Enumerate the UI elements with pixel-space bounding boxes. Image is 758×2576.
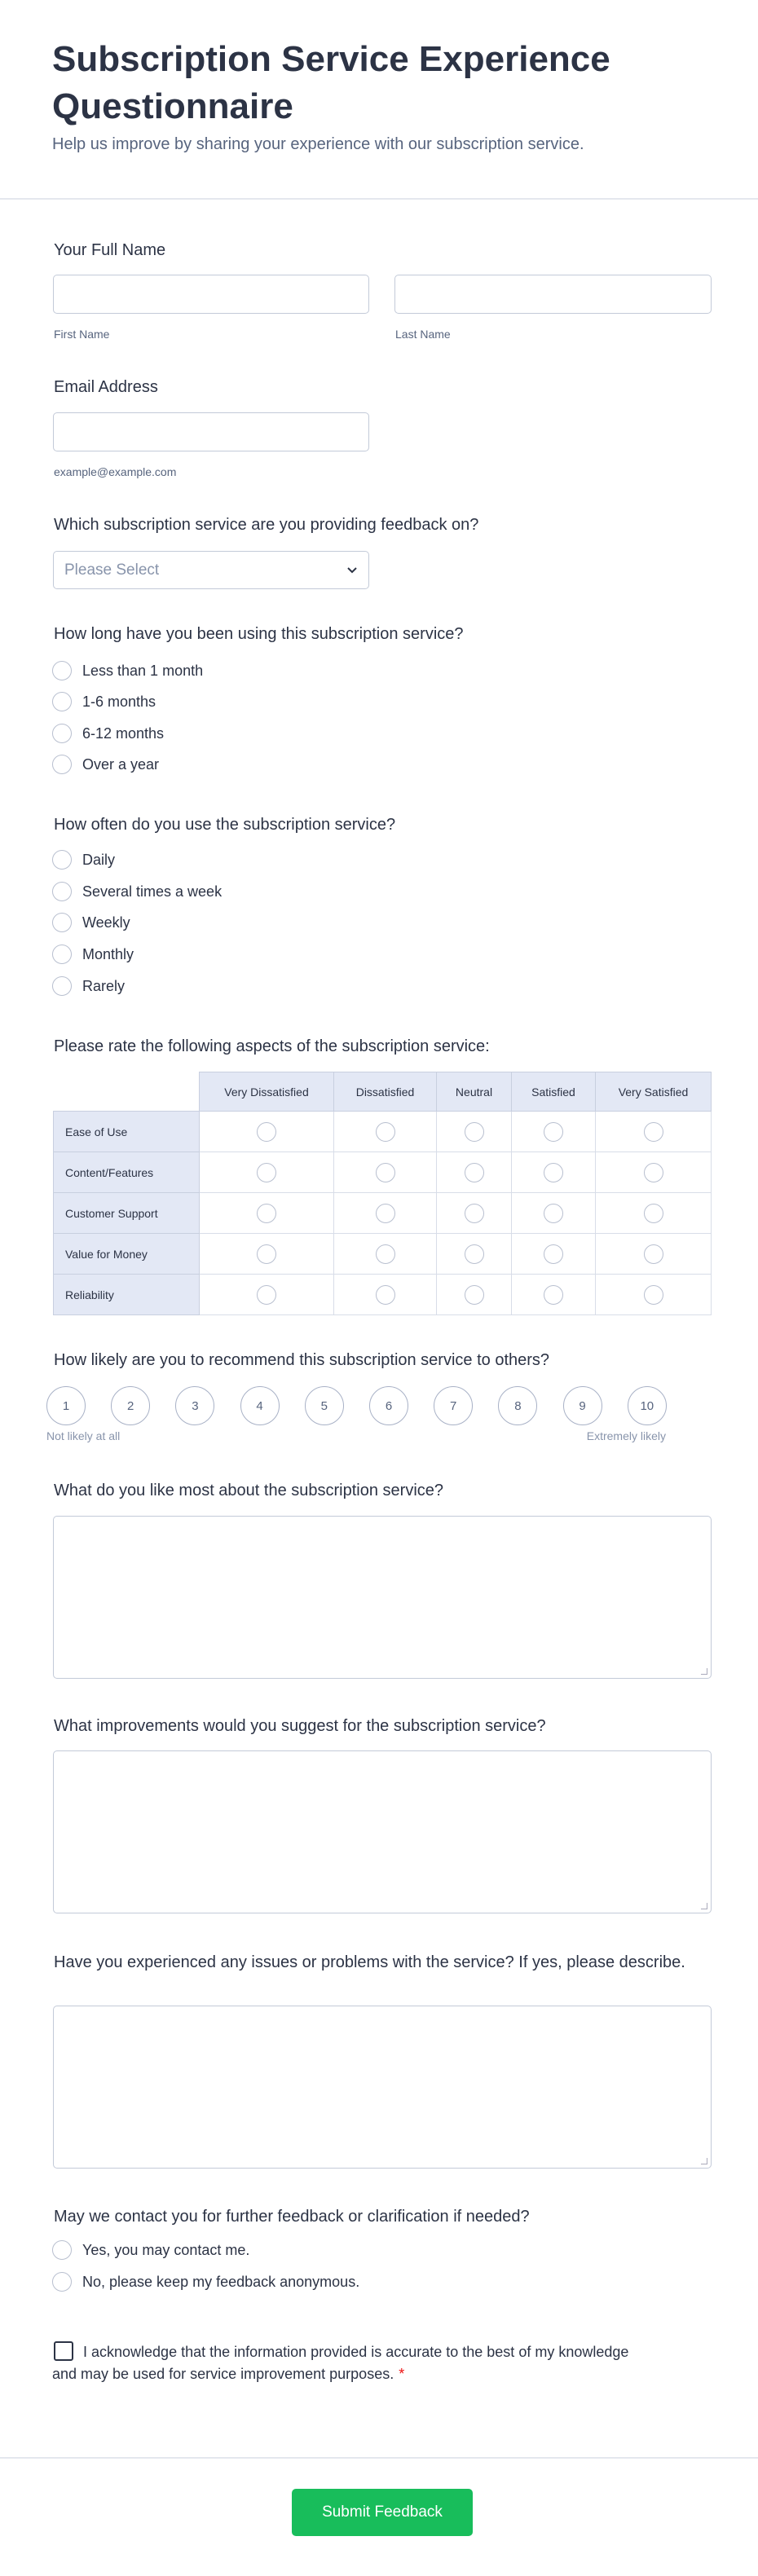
- header-divider: [0, 198, 758, 200]
- matrix-cell: [200, 1193, 334, 1234]
- radio-button[interactable]: [52, 850, 72, 870]
- radio-button[interactable]: [52, 724, 72, 743]
- matrix-radio[interactable]: [257, 1163, 276, 1182]
- radio-button[interactable]: [52, 913, 72, 932]
- matrix-radio[interactable]: [465, 1244, 484, 1264]
- matrix-radio[interactable]: [376, 1163, 395, 1182]
- matrix-radio[interactable]: [376, 1285, 395, 1305]
- frequency-option[interactable]: [52, 881, 222, 902]
- first-name-input[interactable]: [53, 275, 369, 314]
- nps-option[interactable]: 9: [563, 1386, 602, 1425]
- radio-button[interactable]: [52, 692, 72, 711]
- resize-handle-icon[interactable]: [701, 1903, 707, 1909]
- option-label: No, please keep my feedback anonymous.: [82, 2273, 360, 2290]
- matrix-cell: [334, 1112, 437, 1152]
- matrix-row-label: Ease of Use: [54, 1112, 200, 1152]
- matrix-radio[interactable]: [257, 1244, 276, 1264]
- like-label: What do you like most about the subscription service?: [54, 1482, 444, 1499]
- matrix-radio[interactable]: [644, 1163, 663, 1182]
- frequency-option[interactable]: [52, 944, 134, 965]
- matrix-column-header: Neutral: [437, 1072, 512, 1112]
- page-title: Subscription Service Experience Questionnaire: [52, 39, 610, 126]
- option-label: Several times a week: [82, 883, 223, 900]
- matrix-radio[interactable]: [644, 1204, 663, 1223]
- option-label: Daily: [82, 851, 116, 868]
- matrix-cell: [200, 1275, 334, 1315]
- required-asterisk: *: [399, 2366, 405, 2382]
- matrix-column-header: Very Satisfied: [596, 1072, 712, 1112]
- matrix-row: [54, 1152, 712, 1193]
- resize-handle-icon[interactable]: [701, 2158, 707, 2164]
- matrix-radio[interactable]: [644, 1244, 663, 1264]
- matrix-cell: [596, 1112, 712, 1152]
- matrix-row-label: Customer Support: [54, 1193, 200, 1234]
- duration-option[interactable]: [52, 754, 159, 775]
- full-name-label: Your Full Name: [54, 241, 166, 259]
- matrix-cell: [437, 1193, 512, 1234]
- matrix-radio[interactable]: [544, 1204, 563, 1223]
- nps-option[interactable]: 8: [498, 1386, 537, 1425]
- matrix-radio[interactable]: [257, 1204, 276, 1223]
- improve-textarea[interactable]: [53, 1750, 712, 1913]
- duration-label: How long have you been using this subscription service?: [54, 625, 464, 643]
- matrix-row: [54, 1234, 712, 1275]
- radio-button[interactable]: [52, 2240, 72, 2260]
- matrix-cell: [512, 1275, 596, 1315]
- matrix-row: [54, 1193, 712, 1234]
- matrix-radio[interactable]: [376, 1122, 395, 1142]
- matrix-row-label: Reliability: [54, 1275, 200, 1315]
- matrix-corner: [54, 1072, 200, 1112]
- matrix-radio[interactable]: [644, 1122, 663, 1142]
- nps-option[interactable]: 4: [240, 1386, 280, 1425]
- matrix-radio[interactable]: [544, 1122, 563, 1142]
- matrix-column-header: Satisfied: [512, 1072, 596, 1112]
- nps-option[interactable]: 6: [369, 1386, 408, 1425]
- matrix-radio[interactable]: [544, 1285, 563, 1305]
- nps-label: How likely are you to recommend this subscription service to others?: [54, 1351, 550, 1369]
- email-sublabel: example@example.com: [54, 465, 177, 478]
- page-subtitle: Help us improve by sharing your experience with our subscription service.: [52, 135, 584, 153]
- acknowledge-checkbox[interactable]: [54, 2341, 73, 2361]
- nps-option[interactable]: 3: [175, 1386, 214, 1425]
- nps-option[interactable]: 10: [628, 1386, 667, 1425]
- matrix-cell: [334, 1275, 437, 1315]
- frequency-option[interactable]: [52, 912, 130, 933]
- matrix-cell: [512, 1193, 596, 1234]
- matrix-radio[interactable]: [644, 1285, 663, 1305]
- email-label: Email Address: [54, 378, 158, 396]
- duration-option[interactable]: [52, 660, 203, 681]
- matrix-column-header: Very Dissatisfied: [200, 1072, 334, 1112]
- submit-button[interactable]: Submit Feedback: [292, 2489, 473, 2536]
- resize-handle-icon[interactable]: [701, 1668, 707, 1675]
- radio-button[interactable]: [52, 882, 72, 901]
- matrix-cell: [200, 1112, 334, 1152]
- email-input[interactable]: [53, 412, 369, 451]
- matrix-radio[interactable]: [376, 1204, 395, 1223]
- acknowledge-text: [52, 2341, 639, 2385]
- matrix-cell: [437, 1112, 512, 1152]
- frequency-label: How often do you use the subscription service?: [54, 816, 396, 834]
- matrix-radio[interactable]: [544, 1244, 563, 1264]
- matrix-cell: [334, 1234, 437, 1275]
- option-label: Monthly: [82, 945, 134, 962]
- nps-high-label: Extremely likely: [586, 1429, 666, 1442]
- frequency-option[interactable]: [52, 849, 115, 870]
- option-label: Less than 1 month: [82, 662, 204, 679]
- option-label: Over a year: [82, 755, 160, 773]
- last-name-input[interactable]: [394, 275, 712, 314]
- radio-button[interactable]: [52, 755, 72, 774]
- matrix-cell: [437, 1152, 512, 1193]
- nps-option[interactable]: 1: [46, 1386, 86, 1425]
- contact-label: May we contact you for further feedback or clarification if needed?: [54, 2208, 530, 2226]
- matrix-row-label: Value for Money: [54, 1234, 200, 1275]
- nps-option[interactable]: 2: [111, 1386, 150, 1425]
- service-select-placeholder: Please Select: [64, 561, 160, 579]
- matrix-cell: [512, 1152, 596, 1193]
- matrix-cell: [200, 1152, 334, 1193]
- option-label: 1-6 months: [82, 693, 156, 710]
- matrix-cell: [334, 1152, 437, 1193]
- contact-option[interactable]: [52, 2271, 359, 2292]
- matrix-cell: [596, 1234, 712, 1275]
- matrix-radio[interactable]: [465, 1204, 484, 1223]
- like-textarea[interactable]: [53, 1516, 712, 1679]
- nps-option[interactable]: 7: [434, 1386, 473, 1425]
- chevron-down-icon: [346, 566, 358, 575]
- option-label: Rarely: [82, 977, 126, 994]
- duration-option[interactable]: [52, 723, 164, 744]
- radio-button[interactable]: [52, 661, 72, 680]
- matrix-label: Please rate the following aspects of the subscription service:: [54, 1037, 490, 1055]
- matrix-cell: [596, 1193, 712, 1234]
- matrix-cell: [334, 1193, 437, 1234]
- last-name-sublabel: Last Name: [395, 328, 451, 341]
- matrix-cell: [512, 1112, 596, 1152]
- matrix-cell: [512, 1234, 596, 1275]
- duration-option[interactable]: [52, 691, 156, 712]
- radio-button[interactable]: [52, 976, 72, 996]
- matrix-cell: [437, 1234, 512, 1275]
- nps-low-label: Not likely at all: [46, 1429, 121, 1442]
- frequency-option[interactable]: [52, 975, 125, 997]
- service-label: Which subscription service are you providing feedback on?: [54, 516, 479, 534]
- issues-textarea[interactable]: [53, 2006, 712, 2169]
- matrix-radio[interactable]: [465, 1163, 484, 1182]
- matrix-row-label: Content/Features: [54, 1152, 200, 1193]
- matrix-radio[interactable]: [465, 1122, 484, 1142]
- matrix-cell: [596, 1275, 712, 1315]
- matrix-radio[interactable]: [544, 1163, 563, 1182]
- option-label: Yes, you may contact me.: [82, 2241, 250, 2258]
- footer-divider: [0, 2457, 758, 2459]
- matrix-radio[interactable]: [376, 1244, 395, 1264]
- matrix-radio[interactable]: [257, 1122, 276, 1142]
- matrix-radio[interactable]: [465, 1285, 484, 1305]
- nps-option[interactable]: 5: [305, 1386, 344, 1425]
- contact-option[interactable]: [52, 2239, 249, 2261]
- radio-button[interactable]: [52, 945, 72, 964]
- option-label: Weekly: [82, 914, 130, 931]
- option-label: 6-12 months: [82, 724, 165, 742]
- service-select[interactable]: [53, 551, 369, 589]
- matrix-row: [54, 1275, 712, 1315]
- improve-label: What improvements would you suggest for the subscription service?: [54, 1717, 546, 1735]
- matrix-radio[interactable]: [257, 1285, 276, 1305]
- issues-label: Have you experienced any issues or problems with the service? If yes, please describe.: [54, 1953, 685, 1971]
- matrix-cell: [200, 1234, 334, 1275]
- matrix-cell: [596, 1152, 712, 1193]
- first-name-sublabel: First Name: [54, 328, 110, 341]
- radio-button[interactable]: [52, 2272, 72, 2292]
- acknowledge-label: I acknowledge that the information provided is accurate to the best of my knowledge and may be used for service improvement purposes.: [52, 2344, 629, 2382]
- matrix-row: [54, 1112, 712, 1152]
- matrix-cell: [437, 1275, 512, 1315]
- matrix-column-header: Dissatisfied: [334, 1072, 437, 1112]
- rating-matrix: [53, 1072, 712, 1315]
